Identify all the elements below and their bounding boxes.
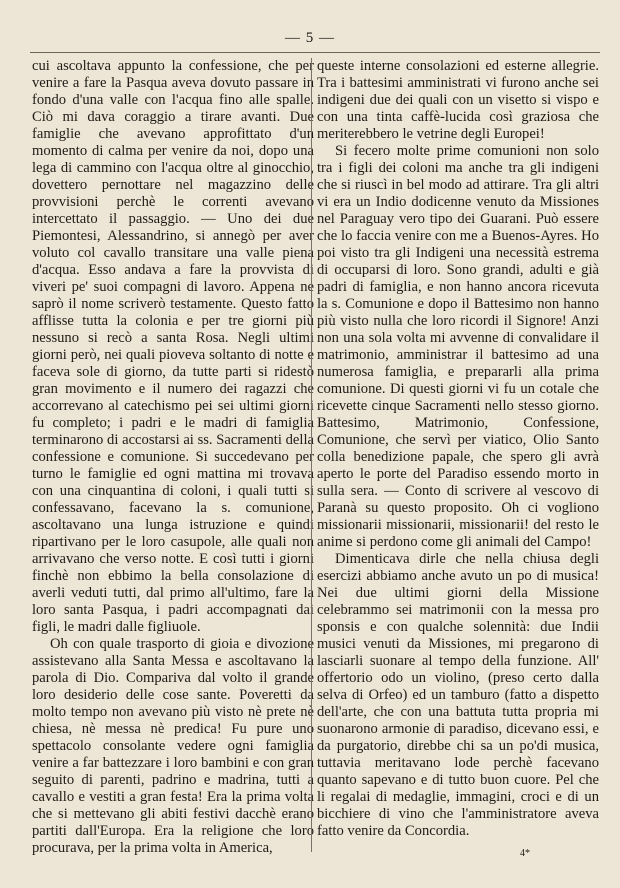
paragraph: cui ascoltava appunto la confessione, che per venire a fare la Pasqua aveva dovuto passare in fondo d'una valle con l'acqua fino alle spalle. Ciò mi dava coraggio a tirare avanti. Due famiglie che avevano approfittato d'un momento di calma per venire da noi, dopo una lega di cammino con l'acqua oltre al ginocchio, dovettero pernottare nel magazzino delle provvisioni perchè le correnti avevano intercettato il passaggio. — Uno dei due Piemontesi, Alessandrino, si annegò per aver voluto col cavallo transitare una valle piena d'acqua. Esso andava a fare la provvista di viveri pe' suoi compagni di lavoro. Appena ne saprò il nome scriverò testamente. Questo fatto afflisse tutta la colonia e per tre giorni più nessuno si recò a santa Rosa. Negli ultimi giorni però, nei quali pioveva soltanto di notte e faceva sole di giorno, da tutte parti si ridestò gran movimento e il numero dei ragazzi che accorrevano al catechismo pei sei ultimi giorni fu completo; i padri e le madri di famiglia terminarono di accostarsi ai ss. Sacramenti della confessione e comunione. Si succedevano per turno le famiglie ed ogni mattina mi trovava con una cinquantina di coloni, i quali tutti si confessavano, facevano la s. comunione, ascoltavano una lunga istruzione e quindi ripartivano per le loro casupole, alle quali non arrivavano che verso notte. E così tutti i giorni finchè non ebbimo la bella consolazione di averli veduti tutti, dal primo all'ultimo, fare la loro santa Pasqua, i padri accompagnati dai figli, le madri dalle figliuole. bbox=[32, 58, 314, 635]
page-number: — 5 — bbox=[285, 30, 335, 46]
header-rule bbox=[30, 52, 600, 53]
paragraph: queste interne consolazioni ed esterne allegrie. Tra i battesimi amministrati vi furono anche sei indigeni due dei quali con un visetto si vispo e con una tinta caffè-lucida così graziosa che meriterebbero le vetrine degli Europei! bbox=[317, 58, 599, 142]
paragraph: Dimenticava dirle che nella chiusa degli esercizi abbiamo anche avuto un po di musica! Nei due ultimi giorni della Missione celebrammo sei matrimonii con la messa pro sponsis e con qualche solennità: due Indii musici venuti da Missiones, mi pregarono di lasciarli suonare al tempo della funzione. All' offertorio odo un violino, (preso certo dalla selva di Orfeo) ed un tamburo (fatto a dispetto dell'arte, che con una battuta tutta propria mi suonarono armonie di paradiso, dicevano essi, e da purgatorio, direbbe chi sa un po'di musica, tuttavia meritavano lode perchè facevano quanto sapevano e di tutto buon cuore. Pel che li regalai di medaglie, immagini, croci e di un bicchiere di vino che l'amministratore aveva fatto venire da Concordia. bbox=[317, 551, 599, 839]
column-divider bbox=[311, 58, 312, 852]
paragraph: Si fecero molte prime comunioni non solo tra i figli dei coloni ma anche tra gli indigeni che si riuscì in bel modo ad attirare. Tra gli altri vi era un Indio dodicenne venuto da Missiones nel Paraguay vero tipo dei Guarani. Può essere che lo faccia venire con me a Buenos-Ayres. Ho poi visto tra gli Indigeni una necessità estrema di occuparsi di loro. Sono grandi, adulti e già padri di famiglia, e non hanno ancora ricevuta la s. Comunione e dopo il Battesimo non hanno più visto nulla che loro ricordi il Signore! Anzi non una sola volta mi avvenne di convalidare il matrimonio, amministrar il battesimo ad una numerosa famiglia, e prepararli alla prima comunione. Di questi giorni vi fu un cotale che ricevette cinque Sacramenti nello stesso giorno. Battesimo, Matrimonio, Confessione, Comunione, che servì per viatico, Olio Santo colla benedizione papale, che spero gli avrà aperto le porte del Paradiso essendo morto in sulla sera. — Conto di scrivere al vescovo di Paranà su questo proposito. Oh ci vogliono missionarii missionarii, missionarii! del resto le anime si perdono come gli animali del Campo! bbox=[317, 143, 599, 550]
right-column bbox=[317, 58, 599, 840]
left-column bbox=[32, 58, 314, 857]
signature-mark: 4* bbox=[520, 848, 530, 859]
paragraph: Oh con quale trasporto di gioia e divozione assistevano alla Santa Messa e ascoltavano la parola di Dio. Compariva dal volto il grande loro desiderio delle cose sante. Poveretti da molto tempo non avevano più visto nè prete nè chiesa, nè messa nè predica! Fu pure uno spettacolo consolante vedere ogni famiglia venire a far battezzare i loro bambini e con gran seguito di parenti, padrino e madrina, tutti a cavallo e vestiti a gran festa! Era la prima volta che si mettevano gli abiti festivi dacchè erano partiti dall'Europa. Era la religione che loro procurava, per la prima volta in America, bbox=[32, 636, 314, 856]
